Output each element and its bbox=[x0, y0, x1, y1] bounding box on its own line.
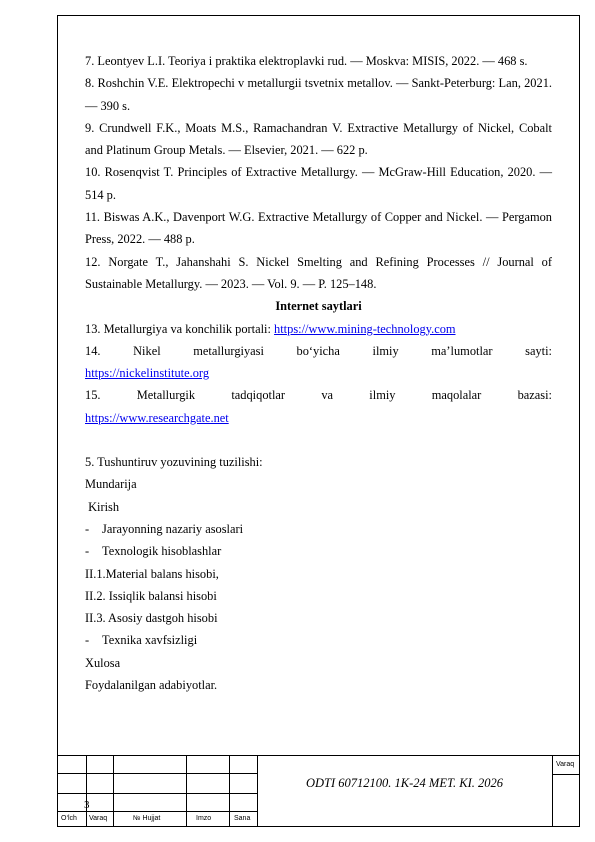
internet-heading: Internet saytlari bbox=[275, 299, 362, 314]
structure-item-heat-balance: II.2. Issiqlik balansi hisobi bbox=[85, 588, 217, 603]
structure-item-material-balance: II.1.Material balans hisobi, bbox=[85, 566, 219, 581]
structure-item-theory-label: Jarayonning nazariy asoslari bbox=[102, 521, 244, 536]
sheet-label: Varaq bbox=[556, 761, 575, 768]
structure-item-literature: Foydalanilgan adabiyotlar. bbox=[85, 678, 218, 693]
structure-item-equipment: II.3. Asosiy dastgoh hisobi bbox=[85, 611, 218, 626]
stamp-row-line bbox=[552, 774, 580, 775]
web-reference-13 bbox=[85, 318, 552, 340]
reference-7: 7. Leontyev L.I. Teoriya i praktika elektroplavki rud. — Moskva: MISIS, 2022. — 468 s. bbox=[85, 54, 528, 68]
reference-12: 12. Norgate T., Jahanshahi S. Nickel Smelting and Refining Processes // Journal of Sustainable Metallurgy. — 2023. — Vol. 9. — P. 125–148. bbox=[85, 254, 552, 291]
col-label-sheet: Varaq bbox=[89, 815, 108, 822]
structure-item-safety: - Texnika xavfsizligi bbox=[85, 633, 198, 648]
col-label-measure: O‘lch bbox=[61, 815, 77, 822]
structure-item-calculations-label: Texnologik hisoblashlar bbox=[102, 544, 222, 559]
document-code: ODTI 60712100. 1K-24 MET. KI. 2026 bbox=[306, 776, 503, 790]
reference-10: 10. Rosenqvist T. Principles of Extractive Metallurgy. — McGraw-Hill Education, 2020. — 514 p. bbox=[85, 165, 552, 202]
spacer bbox=[85, 429, 552, 451]
document-body bbox=[85, 50, 552, 696]
title-block-stamp bbox=[57, 755, 580, 827]
stamp-divider bbox=[113, 756, 114, 827]
stamp-row-line bbox=[57, 811, 257, 812]
stamp-row-line bbox=[57, 793, 257, 794]
web-reference-14: 14. Nikel metallurgiyasi bo‘yicha ilmiy ma’lumotlar sayti: bbox=[85, 343, 552, 358]
structure-item-conclusion: Xulosa bbox=[85, 655, 121, 670]
col-label-document: № Hujjat bbox=[133, 815, 161, 822]
structure-item-safety-label: Texnika xavfsizligi bbox=[102, 633, 198, 648]
stamp-row-line bbox=[57, 773, 257, 774]
reference-11: 11. Biswas A.K., Davenport W.G. Extractive Metallurgy of Copper and Nickel. — Pergamon Press, 2022. — 488 p. bbox=[85, 210, 552, 247]
web-link-nickelinstitute[interactable]: https://nickelinstitute.org bbox=[85, 366, 210, 381]
web-link-researchgate[interactable]: https://www.researchgate.net bbox=[85, 410, 229, 425]
structure-item-contents: Mundarija bbox=[85, 477, 137, 492]
stamp-divider bbox=[186, 756, 187, 827]
sheet-number: 3 bbox=[84, 799, 90, 811]
reference-8: 8. Roshchin V.E. Elektropechi v metallurgii tsvetnix metallov. — Sankt-Peterburg: Lan, 2021. — 390 s. bbox=[85, 76, 552, 113]
structure-title: 5. Tushuntiruv yozuvining tuzilishi: bbox=[85, 455, 263, 470]
col-label-date: Sana bbox=[234, 815, 251, 822]
web-reference-15-link bbox=[85, 407, 552, 429]
stamp-divider bbox=[86, 756, 87, 827]
web-reference-15: 15. Metallurgik tadqiqotlar va ilmiy maqolalar bazasi: bbox=[85, 388, 552, 403]
web-link-mining-technology[interactable]: https://www.mining-technology.com bbox=[274, 321, 456, 336]
structure-item-introduction: Kirish bbox=[85, 499, 120, 514]
stamp-divider bbox=[229, 756, 230, 827]
stamp-divider bbox=[552, 756, 553, 827]
stamp-divider bbox=[257, 756, 258, 827]
reference-9: 9. Crundwell F.K., Moats M.S., Ramachandran V. Extractive Metallurgy of Nickel, Cobalt and Platinum Group Metals. — Elsevier, 2021. — 622 p. bbox=[85, 120, 552, 158]
web-reference-14-link bbox=[85, 362, 552, 384]
col-label-signature: Imzo bbox=[196, 815, 212, 822]
structure-item-calculations: - Texnologik hisoblashlar bbox=[85, 544, 222, 559]
structure-item-theory: - Jarayonning nazariy asoslari bbox=[85, 521, 244, 536]
web-reference-text: 13. Metallurgiya va konchilik portali: bbox=[85, 321, 275, 336]
